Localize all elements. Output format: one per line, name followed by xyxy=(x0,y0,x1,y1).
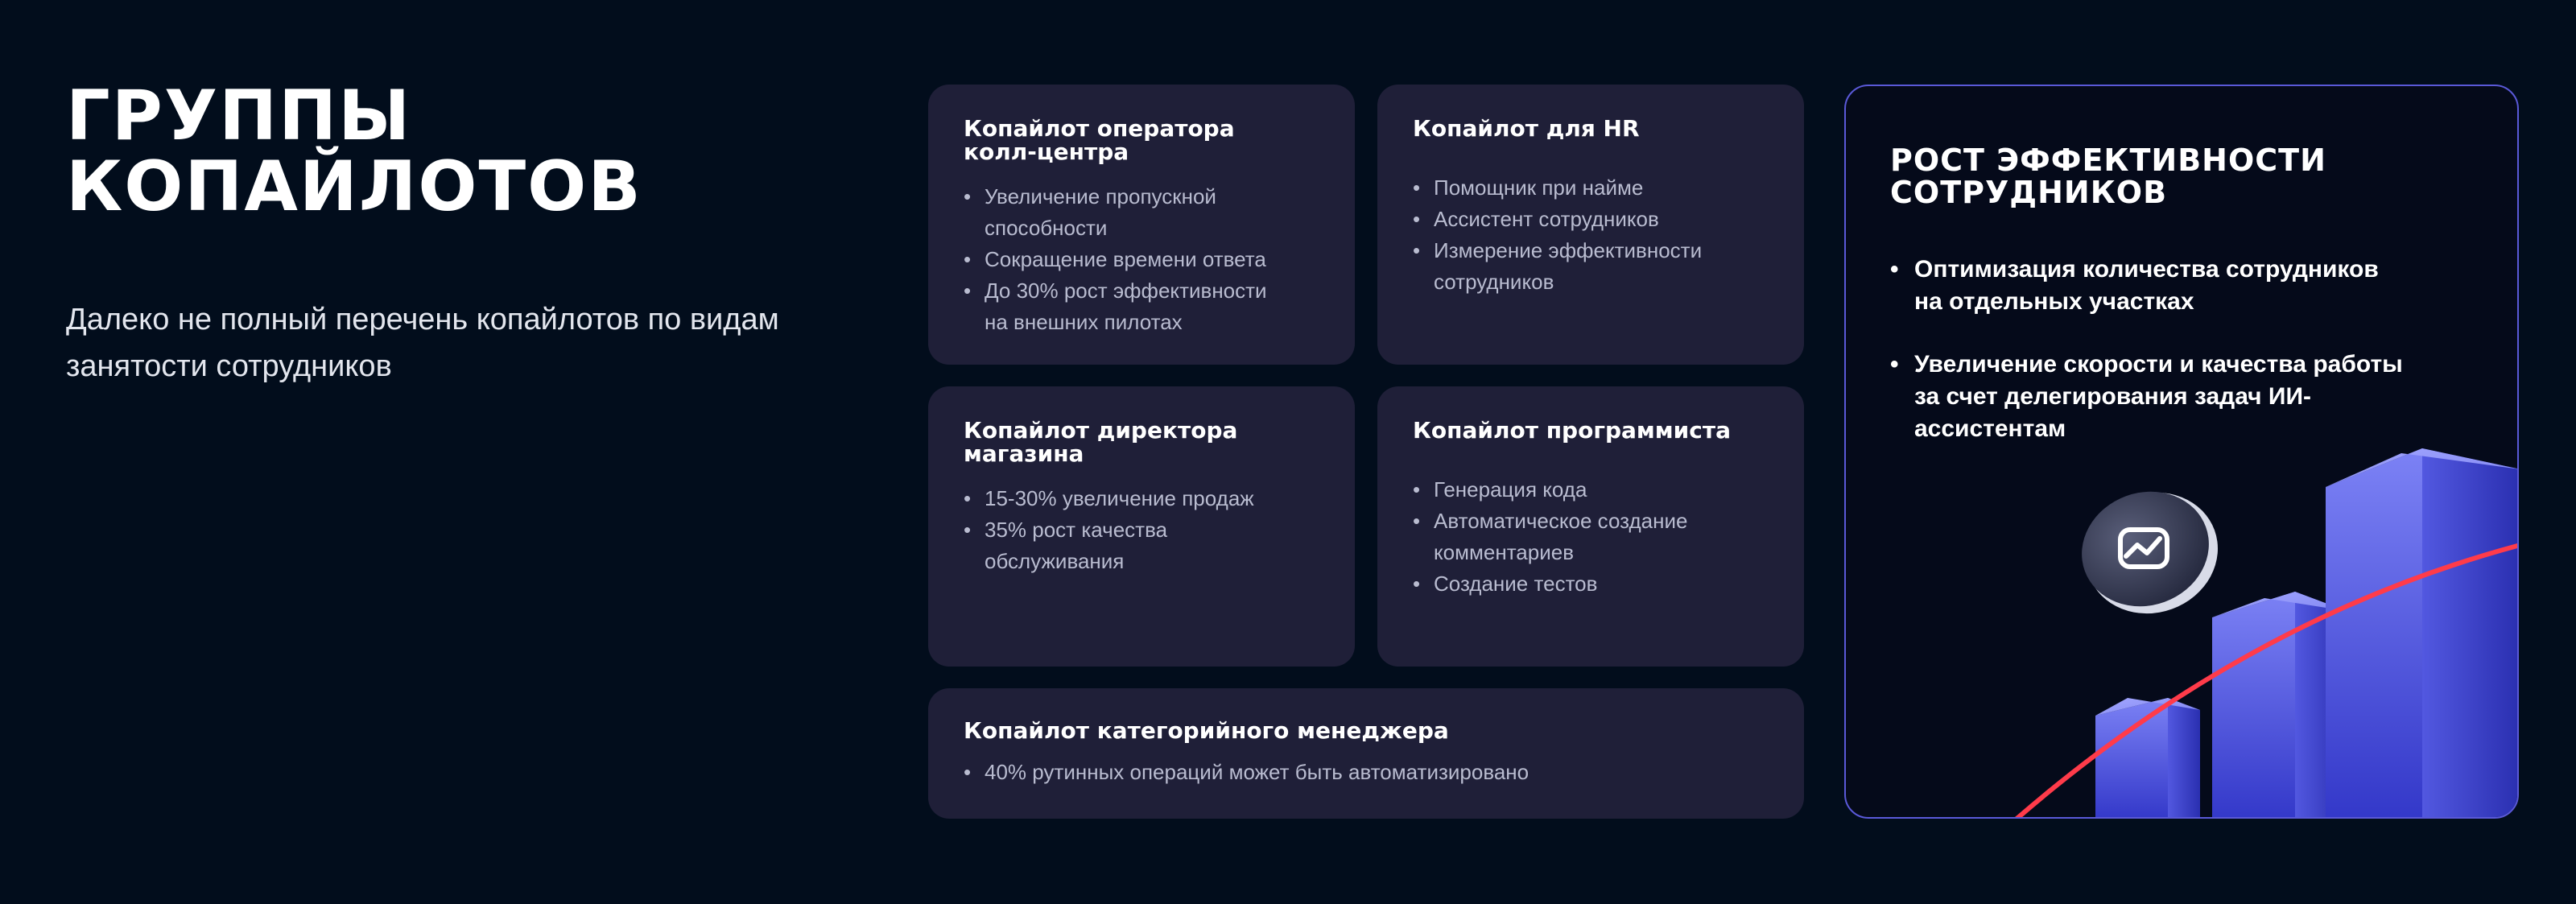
list-item: • 40% рутинных операций может быть автоматизировано xyxy=(964,757,1769,788)
list-item: • Создание тестов xyxy=(1413,568,1769,600)
list-item: • Помощник при найме xyxy=(1413,172,1769,204)
chart-badge-icon xyxy=(2066,474,2235,632)
card-bullet-list xyxy=(964,483,1319,577)
card-title: Копайлот для HR xyxy=(1413,115,1640,142)
card-call-center-copilot xyxy=(928,85,1355,365)
feature-title: РОСТ ЭФФЕКТИВНОСТИ СОТРУДНИКОВ xyxy=(1890,142,2326,210)
card-title: Копайлот оператора колл-центра xyxy=(964,115,1235,165)
card-title: Копайлот программиста xyxy=(1413,417,1732,444)
feature-panel xyxy=(1844,85,2519,819)
list-item: • 15-30% увеличение продаж xyxy=(964,483,1319,514)
list-item: • Измерение эффективности сотрудников xyxy=(1413,235,1769,298)
list-item: • Оптимизация количества сотрудников на отдельных участках xyxy=(1890,254,2454,318)
list-item: • Генерация кода xyxy=(1413,474,1769,506)
card-bullet-list xyxy=(1413,474,1769,600)
page-title: ГРУППЫ КОПАЙЛОТОВ xyxy=(66,76,642,227)
card-programmer-copilot xyxy=(1377,386,1804,667)
list-item: • До 30% рост эффективности на внешних пилотах xyxy=(964,275,1319,338)
card-hr-copilot xyxy=(1377,85,1804,365)
card-category-manager-copilot xyxy=(928,688,1804,819)
card-bullet-list xyxy=(1413,172,1769,298)
card-bullet-list xyxy=(964,181,1319,338)
list-item: • Сокращение времени ответа xyxy=(964,244,1319,275)
card-title: Копайлот директора магазина xyxy=(964,417,1238,467)
list-item: • Увеличение скорости и качества работы за счет делегирования задач ИИ- ассистентам xyxy=(1890,349,2454,445)
list-item: • Ассистент сотрудников xyxy=(1413,204,1769,235)
feature-bullet-list xyxy=(1890,254,2454,476)
page-subtitle: Далеко не полный перечень копайлотов по видам занятости сотрудников xyxy=(66,303,779,383)
list-item: • 35% рост качества обслуживания xyxy=(964,514,1319,577)
card-bullet-list xyxy=(964,757,1769,788)
list-item: • Автоматическое создание комментариев xyxy=(1413,506,1769,568)
card-store-director-copilot xyxy=(928,386,1355,667)
list-item: • Увеличение пропускной способности xyxy=(964,181,1319,244)
card-title: Копайлот категорийного менеджера xyxy=(964,717,1449,744)
